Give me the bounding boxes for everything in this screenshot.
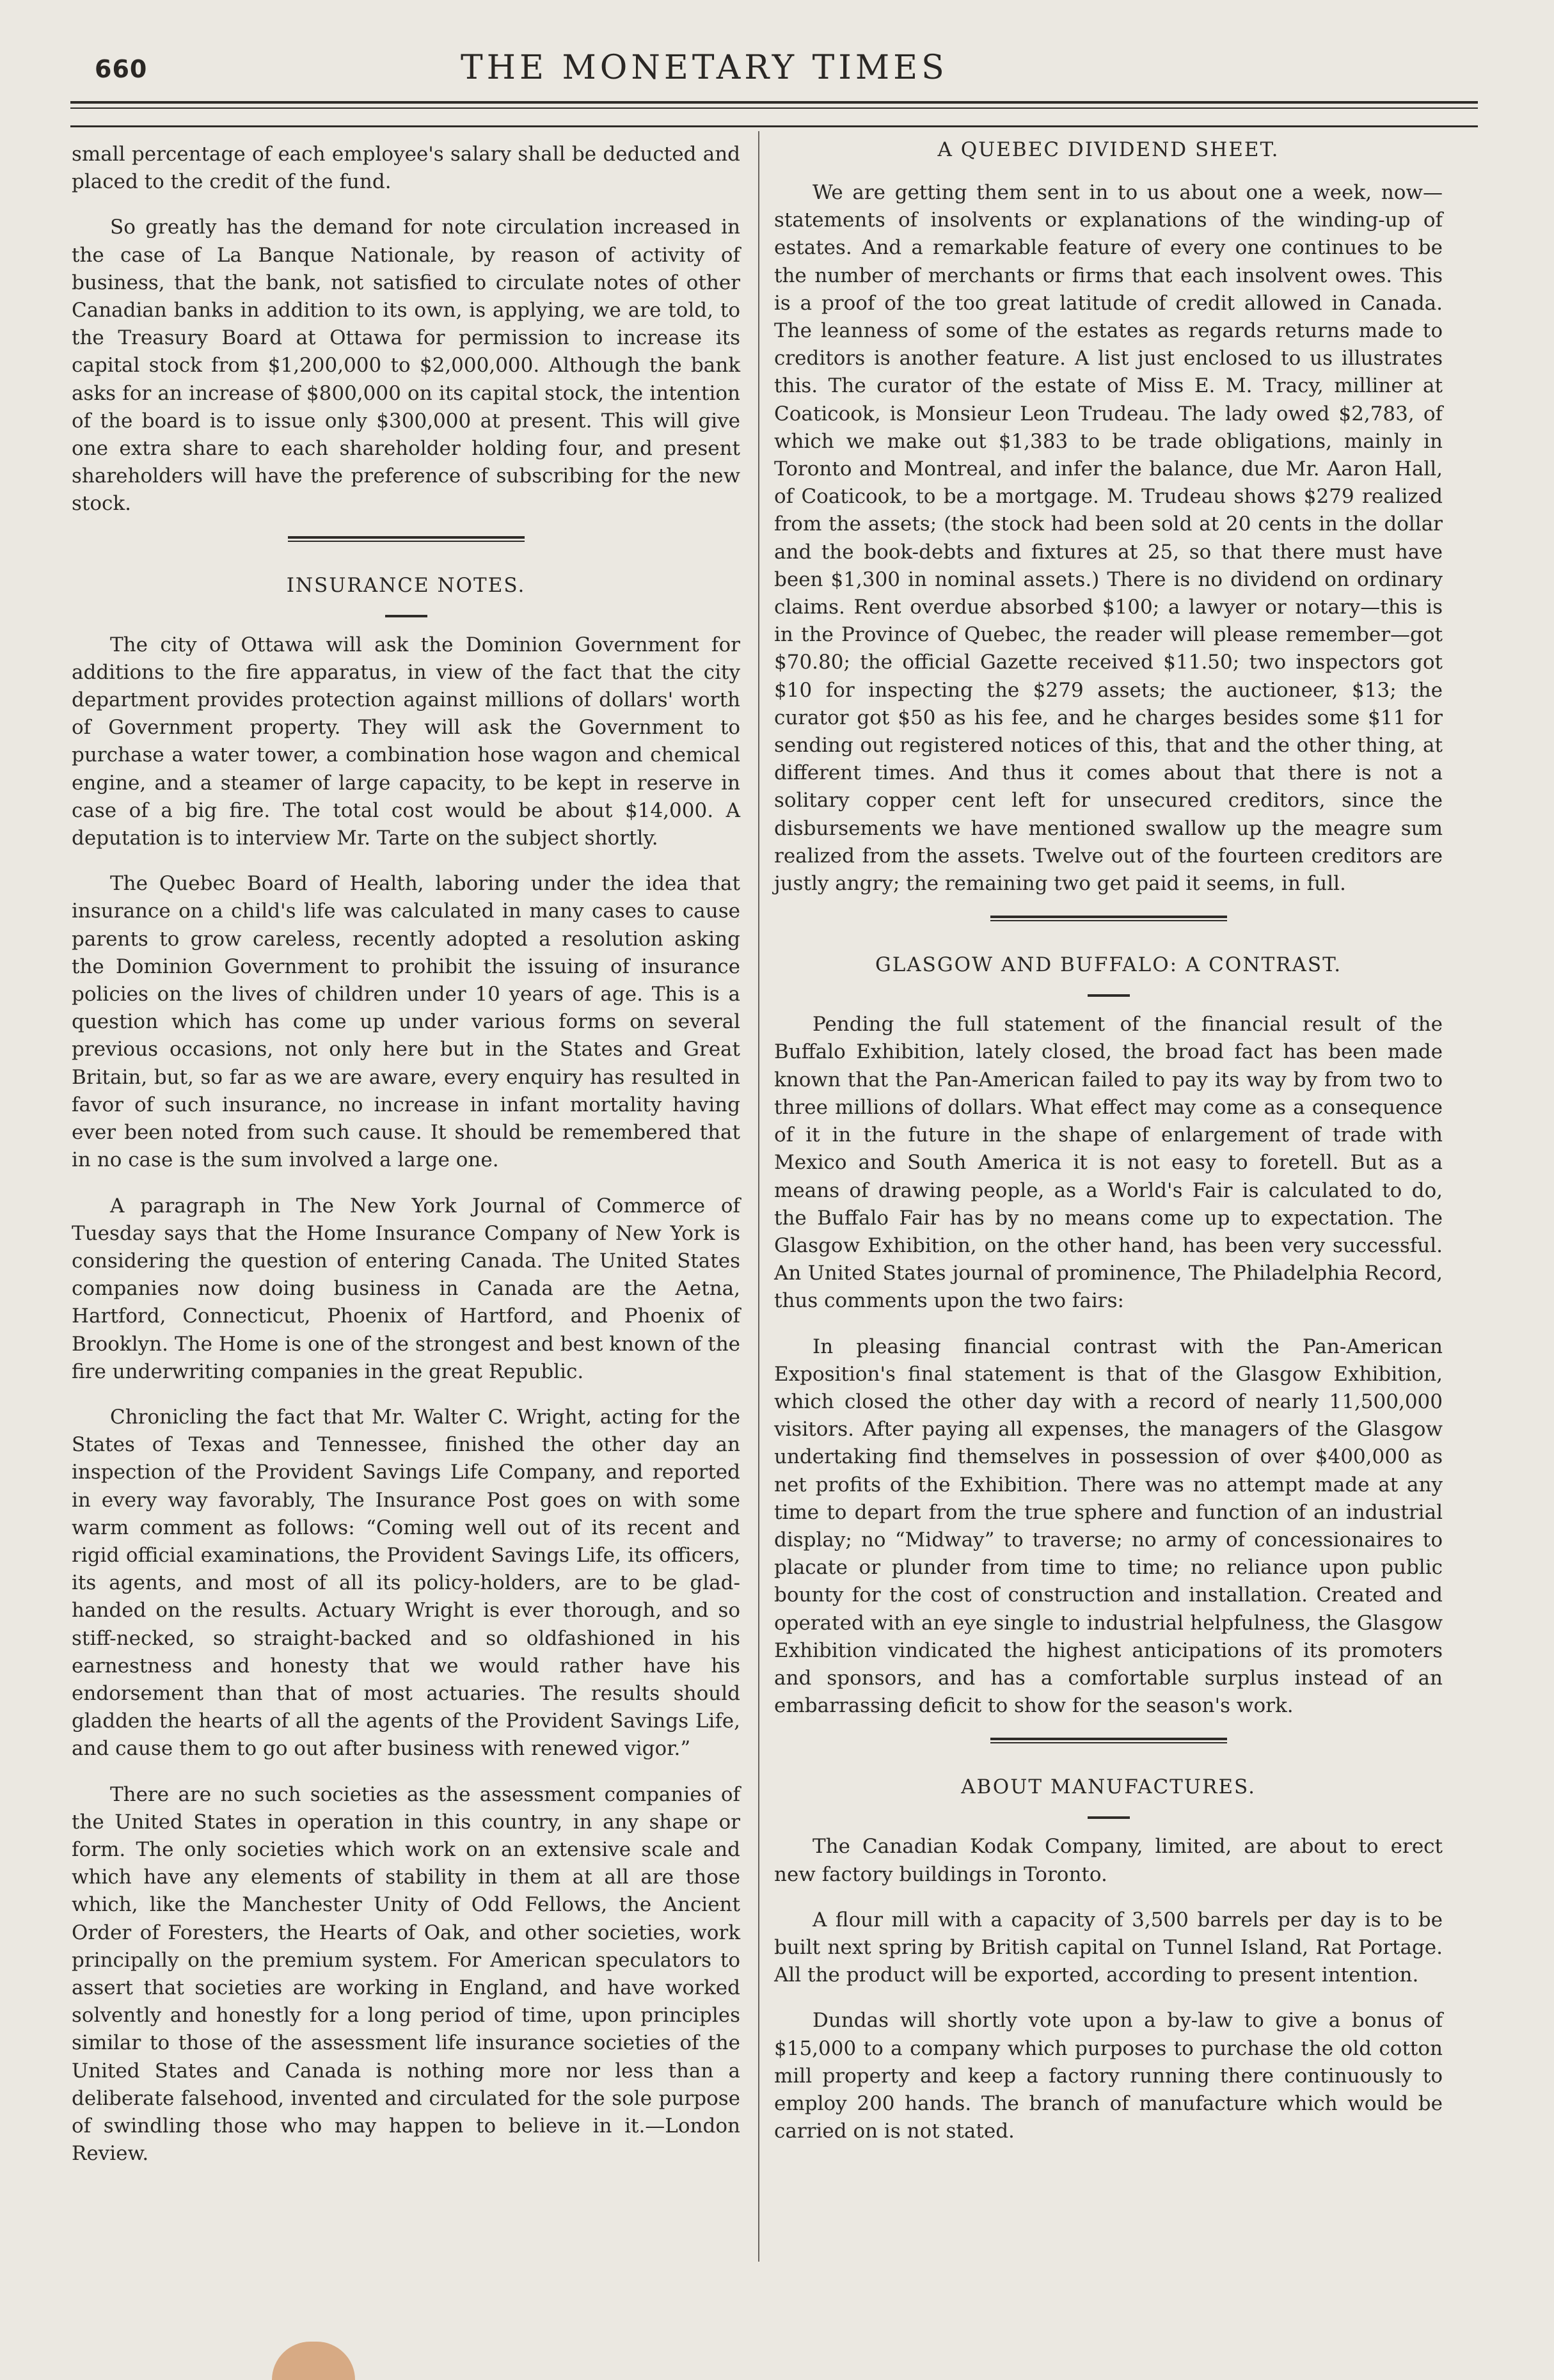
assessment-paragraph: There are no such societies as the assessment companies of the United States in operation in this country, in any shape or form. The only societies which work on an extensive scale and which have any elements of stability in them at all are those which, like the Manchester Unity of Odd Fellows, the Ancient Order of Foresters, the Hearts of Oak, and other societies, work principally on the premium system. For American speculators to assert that societies are working in England, and have worked solvently and honestly for a long period of time, upon principles similar to those of the assessment life insurance societies of the United States and Canada is nothing more nor less than a deliberate falsehood, invented and circulated for the sole purpose of swindling those who may happen to believe in it.—London Review. [72,1782,740,2166]
header-rule-thin [70,107,1478,109]
flour-mill-paragraph: A flour mill with a capacity of 3,500 barrels per day is to be built next spring by British capital on Tunnel Island, Rat Portage. All the product will be exported, according to present intention. [774,1908,1443,1987]
heading-rule [1088,994,1130,997]
section-divider [990,1738,1227,1743]
dividend-sheet-heading: A QUEBEC DIVIDEND SHEET. [937,138,1280,161]
section-divider [288,536,525,542]
manufactures-heading: ABOUT MANUFACTURES. [961,1775,1256,1799]
wright-paragraph: Chronicling the fact that Mr. Walter C. Wright, acting for the States of Texas and Tennessee, finished the other day an inspection of the Provident Savings Life Company, and reported in every way favorably, The Insurance Post goes on with some warm comment as follows: “Coming well out of its recent and rigid official examinations, the Provident Savings Life, its officers, its agents, and most of all its policy-holders, are to be glad-handed on the results. Actuary Wright is ever thorough, and so stiff-necked, so straight-backed and so oldfashioned in his earnestness and honesty that we would rather have his endorsement than that of most actuaries. The results should gladden the hearts of all the agents of the Provident Savings Life, and cause them to go out after business with renewed vigor.” [72,1405,740,1761]
glasgow-buffalo-heading: GLASGOW AND BUFFALO: A CONTRAST. [875,953,1342,977]
header-rule-thick [70,101,1478,104]
insurance-notes-heading: INSURANCE NOTES. [286,573,526,597]
right-column [774,136,1443,2163]
kodak-paragraph: The Canadian Kodak Company, limited, are about to erect new factory buildings in Toronto. [774,1835,1443,1886]
masthead-title: THE MONETARY TIMES [461,49,948,87]
header-rule-lower [70,125,1478,127]
page-number: 660 [95,55,148,83]
quebec-health-paragraph: The Quebec Board of Health, laboring under the idea that insurance on a child's life was calculated in many cases to cause parents to grow careless, recently adopted a resolution asking the Dominion Government to prohibit the issuing of insurance policies on the lives of children under 10 years of age. This is a question which has come up under various forms on several previous occasions, not only here but in the States and Great Britain, but, so far as we are aware, every enquiry has resulted in favor of such insurance, no increase in infant mortality having ever been noted from such cause. It should be remembered that in no case is the sum involved a large one. [72,872,740,1172]
ottawa-paragraph: The city of Ottawa will ask the Dominion Government for additions to the fire apparatus, in view of the fact that the city department provides protection against millions of dollars' worth of Government property. They will ask the Government to purchase a water tower, a combination hose wagon and chemical engine, and a steamer of large capacity, to be kept in reserve in case of a big fire. The total cost would be about $14,000. A deputation is to interview Mr. Tarte on the subject shortly. [72,633,740,850]
banque-paragraph: So greatly has the demand for note circulation increased in the case of La Banque Nationale, by reason of activity of business, that the bank, not satisfied to circulate notes of other Canadian banks in addition to its own, is applying, we are told, to the Treasury Board at Ottawa for permission to increase its capital stock from $1,200,000 to $2,000,000. Although the bank asks for an increase of $800,000 on its capital stock, the intention of the board is to issue only $300,000 at present. This will give one extra share to each shareholder holding four, and present shareholders will have the preference of subscribing for the new stock. [72,216,740,516]
dundas-paragraph: Dundas will shortly vote upon a by-law to give a bonus of $15,000 to a company which purposes to purchase the old cotton mill property and keep a factory running there continuously to employ 200 hands. The branch of manufacture which would be carried on is not stated. [774,2009,1443,2143]
section-divider [990,916,1227,921]
dividend-paragraph: We are getting them sent in to us about one a week, now—statements of insolvents or explanations of the winding-up of estates. And a remarkable feature of every one continues to be the number of merchants or firms that each insolvent owes. This is a proof of the too great latitude of credit allowed in Canada. The leanness of some of the estates as regards returns made to creditors is another feature. A list just enclosed to us illustrates this. The curator of the estate of Miss E. M. Tracy, milliner at Coaticook, is Monsieur Leon Trudeau. The lady owed $2,783, of which we make out $1,383 to be trade obligations, mainly in Toronto and Montreal, and infer the balance, due Mr. Aaron Hall, of Coaticook, to be a mortgage. M. Trudeau shows $279 realized from the assets; (the stock had been sold at 20 cents in the dollar and the book-debts and fixtures at 25, so that there must have been $1,300 in nominal assets.) There is no dividend on ordinary claims. Rent overdue absorbed $100; a lawyer or notary—this is in the Province of Quebec, the reader will please remember—got $70.80; the official Gazette received $11.50; two inspectors got $10 for inspecting the $279 assets; the auctioneer, $13; the curator got $50 as his fee, and he charges besides some $11 for sending out registered notices of this, that and the other thing, at different times. And thus it comes about that there is not a solitary copper cent left for unsecured creditors, since the disbursements we have mentioned swallow up the meagre sum realized from the assets. Twelve out of the fourteen creditors are justly angry; the remaining two get paid it seems, in full. [774,181,1443,896]
journal-paragraph: A paragraph in The New York Journal of Commerce of Tuesday says that the Home Insurance Company of New York is considering the question of entering Canada. The United States companies now doing business in Canada are the Aetna, Hartford, Connecticut, Phoenix of Hartford, and Phoenix of Brooklyn. The Home is one of the strongest and best known of the fire underwriting companies in the great Republic. [72,1194,740,1383]
column-divider [758,131,759,2262]
heading-rule [385,615,427,617]
glasgow-paragraph-1: Pending the full statement of the financial result of the Buffalo Exhibition, lately closed, the broad fact has been made known that the Pan-American failed to pay its way by from two to three millions of dollars. What effect may come as a consequence of it in the future in the shape of enlargement of trade with Mexico and South America it is not easy to foretell. But as a means of drawing people, as a World's Fair is calculated to do, the Buffalo Fair has by no means come up to expectation. The Glasgow Exhibition, on the other hand, has been very successful. An United States journal of prominence, The Philadelphia Record, thus comments upon the two fairs: [774,1013,1443,1313]
left-column [72,141,740,2186]
glasgow-paragraph-2: In pleasing financial contrast with the Pan-American Exposition's final statement is that of the Glasgow Exhibition, which closed the other day with a record of nearly 11,500,000 visitors. After paying all expenses, the managers of the Glasgow undertaking find themselves in possession of over $400,000 as net profits of the Exhibition. There was no attempt made at any time to depart from the true sphere and function of an industrial display; no “Midway” to traverse; no army of concessionaires to placate or plunder from time to time; no reliance upon public bounty for the cost of construction and installation. Created and operated with an eye single to industrial helpfulness, the Glasgow Exhibition vindicated the highest anticipations of its promoters and sponsors, and has a comfortable surplus instead of an embarrassing deficit to show for the season's work. [774,1335,1443,1718]
heading-rule [1088,1816,1130,1819]
intro-paragraph: small percentage of each employee's salary shall be deducted and placed to the credit of the fund. [72,143,740,194]
paper-stain [272,2342,355,2380]
